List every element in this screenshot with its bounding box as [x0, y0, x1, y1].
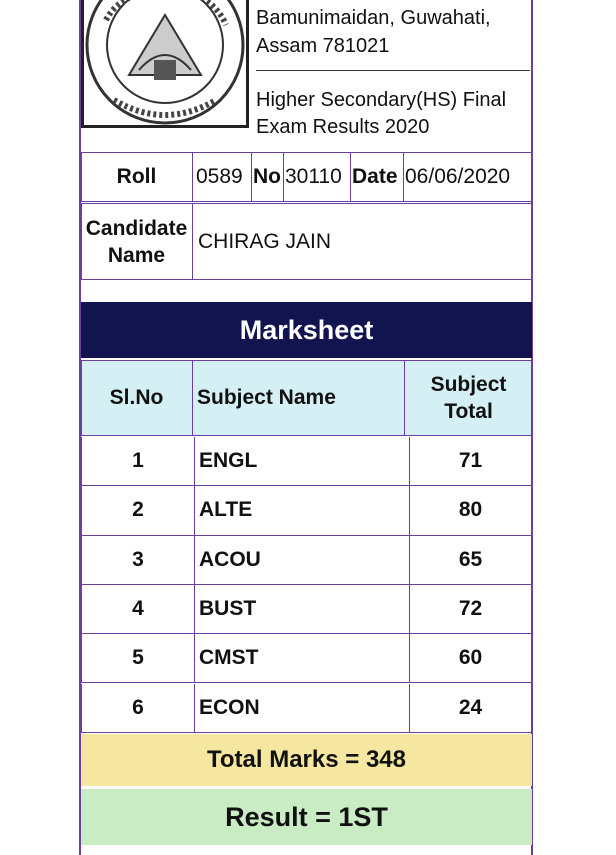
table-row [81, 437, 532, 486]
col-header-total [404, 360, 532, 436]
table-row [81, 536, 532, 585]
col-header-subject: Subject Name [197, 386, 336, 409]
row-total: 71 [458, 449, 483, 473]
col-header-slno: Sl.No [81, 360, 193, 436]
candidate-name-value: CHIRAG JAIN [198, 229, 332, 253]
roll-value: 0589 [196, 152, 252, 202]
address-line-1: Bamunimaidan, Guwahati, [256, 7, 491, 29]
row-total: 80 [458, 498, 483, 522]
no-value: 30110 [285, 152, 351, 202]
date-value: 06/06/2020 [405, 165, 511, 188]
row-subject: CMST [195, 634, 410, 682]
council-seal-logo-icon [84, 0, 246, 125]
row-slno: 3 [82, 536, 195, 584]
row-slno: 1 [82, 437, 195, 485]
row-slno: 4 [82, 585, 195, 633]
col-header-total-line-2: Total [444, 400, 493, 423]
marksheet-title: Marksheet [81, 302, 532, 358]
row-slno: 2 [82, 486, 195, 534]
table-row [81, 634, 532, 683]
candidate-label [81, 203, 193, 280]
candidate-label-line-1: Candidate [85, 216, 188, 240]
row-subject: ENGL [195, 437, 410, 485]
col-header-total-line-1: Subject [430, 373, 507, 396]
row-slno: 6 [82, 684, 195, 732]
row-subject: ECON [195, 684, 410, 732]
row-subject: ALTE [195, 486, 410, 534]
total-marks: Total Marks = 348 [81, 734, 532, 786]
row-total: 60 [458, 646, 483, 670]
exam-line-1: Higher Secondary(HS) Final [256, 89, 507, 111]
candidate-label-line-2: Name [107, 243, 166, 267]
row-subject: BUST [195, 585, 410, 633]
row-total: 72 [458, 597, 483, 621]
table-row [81, 585, 532, 634]
exam-line-2: Exam Results 2020 [256, 116, 430, 138]
roll-label: Roll [81, 152, 193, 202]
marksheet-body [81, 437, 532, 733]
row-total: 65 [458, 547, 483, 571]
date-label: Date [352, 152, 404, 202]
table-row [81, 684, 532, 733]
result: Result = 1ST [81, 789, 532, 845]
address-line-2: Assam 781021 [256, 35, 390, 57]
row-slno: 5 [82, 634, 195, 682]
header-divider [256, 70, 530, 71]
council-logo [81, 0, 249, 128]
table-row [81, 486, 532, 535]
row-subject: ACOU [195, 536, 410, 584]
no-label: No [253, 152, 284, 202]
row-total: 24 [458, 695, 483, 719]
